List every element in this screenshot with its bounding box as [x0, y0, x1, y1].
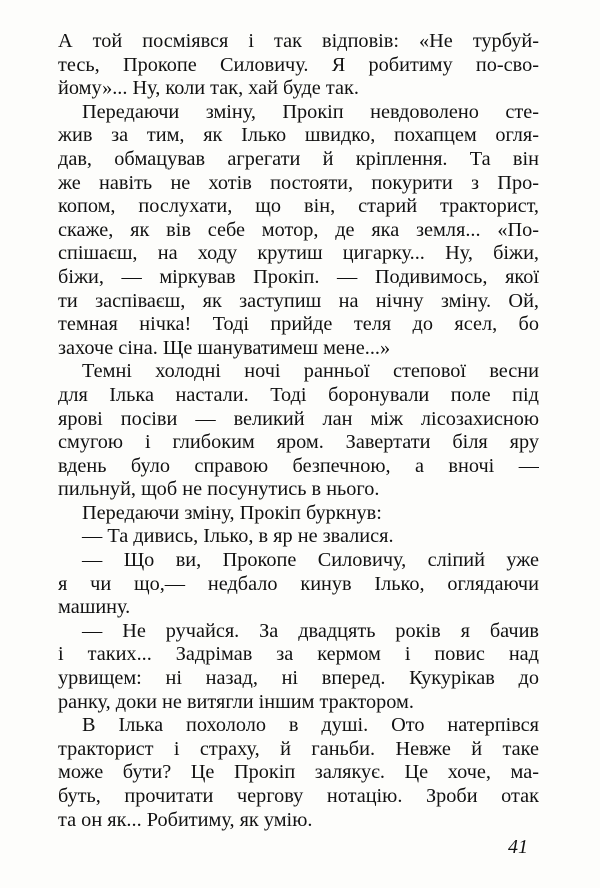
paragraph [58, 502, 539, 526]
text-line: Передаючи зміну, Прокіп невдоволено сте- [82, 100, 539, 123]
text-line: урвищем: ні назад, ні вперед. Кукурікав до [58, 667, 539, 690]
text-line: тесь, Прокопе Силовичу. Я робитиму по-сво- [58, 53, 539, 76]
text-line: спішаєш, на ходу крутиш цигарку... Ну, біжи, [58, 242, 539, 265]
text-line: ранку, доки не витягли іншим трактором. [58, 690, 414, 713]
text-line: я чи що,— недбало кинув Ілько, оглядаючи [58, 572, 539, 595]
text-line: — Не ручайся. За двадцять років я бачив [82, 619, 539, 642]
text-line: копом, послухати, що він, старий тракторист, [58, 195, 539, 218]
text-line: і таких... Задрімав за кермом і повис над [58, 643, 539, 666]
paragraph [58, 714, 539, 832]
text-line: захоче сіна. Ще шануватимеш мене...» [58, 336, 391, 359]
text-line: Передаючи зміну, Прокіп буркнув: [82, 501, 382, 524]
paragraph [58, 30, 539, 101]
text-line: же навіть не хотів постояти, покурити з Про- [58, 171, 539, 194]
text-line: — Та дивись, Ілько, в яр не звалися. [82, 525, 394, 548]
text-line: темная нічка! Тоді прийде теля до ясел, бо [58, 313, 539, 336]
page-number: 41 [508, 836, 528, 858]
paragraph [58, 620, 539, 714]
text-line: — Що ви, Прокопе Силовичу, сліпий уже [82, 549, 539, 572]
paragraph [58, 101, 539, 361]
text-line: ярові посіви — великий лан між лісозахисною [58, 407, 539, 430]
text-line: скаже, як вів себе мотор, де яка земля... «По- [58, 218, 539, 241]
text-line: машину. [58, 596, 131, 619]
text-line: біжи, — міркував Прокіп. — Подивимось, якої [58, 265, 539, 288]
paragraph [58, 360, 539, 502]
text-line: смугою і глибоким яром. Завертати біля яру [58, 431, 539, 454]
text-line: пильнуй, щоб не посунутись в нього. [58, 478, 380, 501]
text-line: тракторист і страху, й ганьби. Невже й таке [58, 737, 539, 760]
page-text [58, 30, 539, 832]
text-line: жив за тим, як Ілько швидко, похапцем огля- [58, 124, 539, 147]
text-line: буть, прочитати чергову нотацію. Зроби отак [58, 785, 539, 807]
paragraph [58, 549, 539, 620]
text-line: А той посміявся і так відповів: «Не турбуй- [58, 30, 539, 52]
text-line: В Ілька похололо в душі. Ото натерпівся [82, 714, 539, 737]
paragraph [58, 525, 539, 549]
text-line: та он як... Робитиму, як умію. [58, 808, 313, 831]
text-line: Темні холодні ночі ранньої степової весни [82, 360, 539, 383]
text-line: вдень було справою безпечною, а вночі — [58, 454, 539, 477]
text-line: ти заспіваєш, як заступиш на нічну зміну. Ой, [58, 289, 539, 312]
text-line: для Ілька настали. Тоді боронували поле під [58, 383, 539, 406]
text-line: дав, обмацував агрегати й кріплення. Та він [58, 147, 539, 170]
text-line: йому»... Ну, коли так, хай буде так. [58, 77, 359, 100]
text-line: може бути? Це Прокіп залякує. Це хоче, ма- [58, 761, 539, 784]
